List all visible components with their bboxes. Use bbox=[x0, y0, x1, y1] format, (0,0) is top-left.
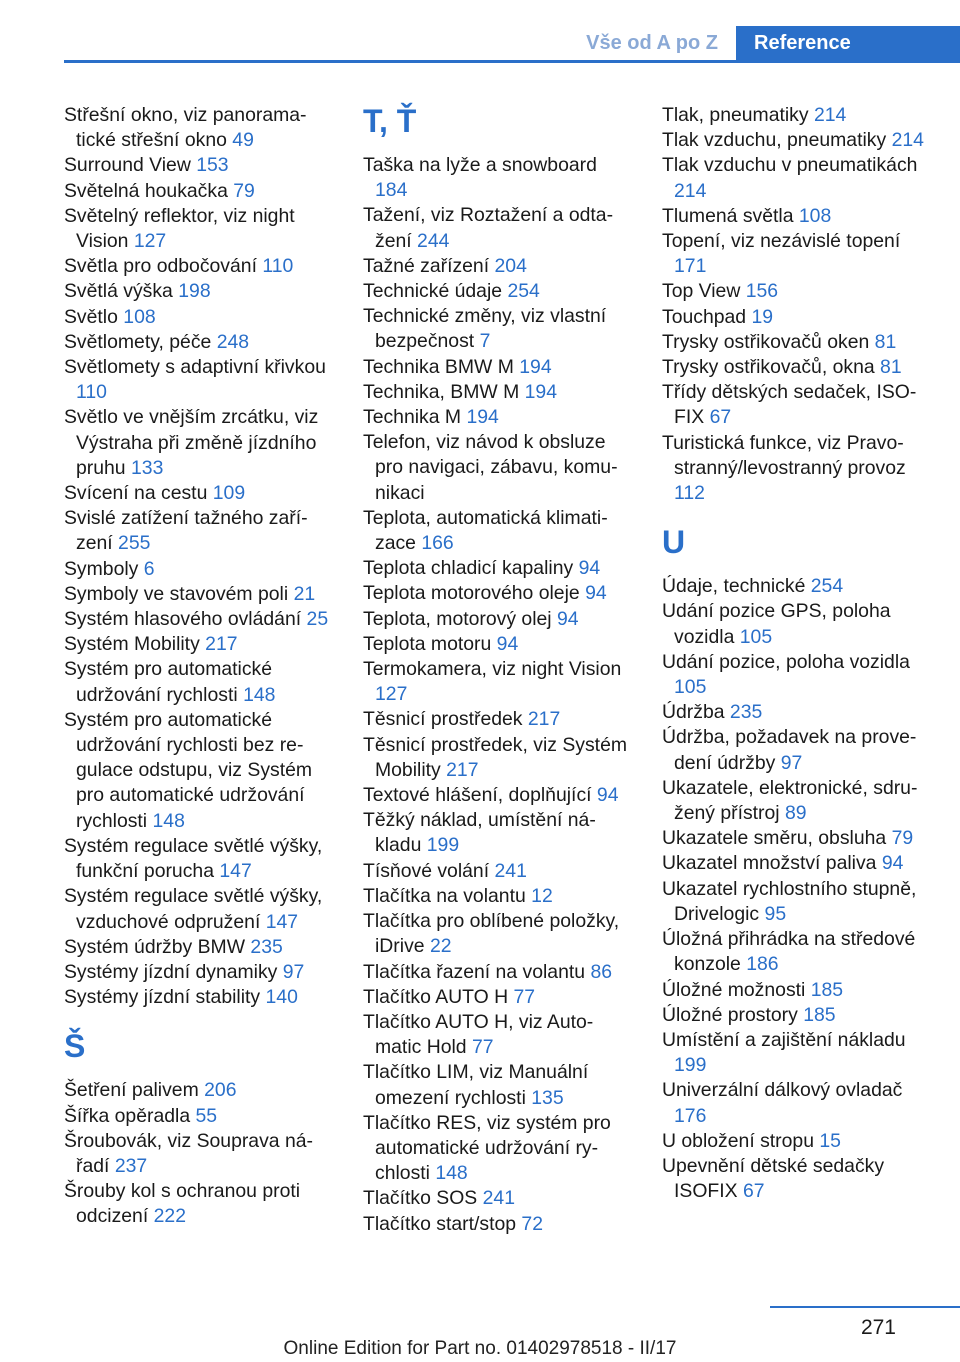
index-entry-text: Svícení na cestu bbox=[64, 482, 208, 505]
index-entry-text: Technické údaje bbox=[363, 280, 503, 303]
index-entry bbox=[662, 776, 932, 826]
page-reference-link[interactable]: 237 bbox=[114, 1154, 148, 1177]
page-reference-link[interactable]: 94 bbox=[578, 557, 601, 580]
index-entry bbox=[363, 859, 633, 884]
index-entry-text: Systém hlasového ovládání bbox=[64, 608, 302, 631]
index-entry-text: Tlačítko start/stop bbox=[363, 1212, 517, 1235]
page-reference-link[interactable]: 185 bbox=[803, 1003, 836, 1026]
index-entry bbox=[64, 607, 334, 632]
index-entry bbox=[662, 1028, 932, 1078]
index-entry bbox=[363, 304, 633, 354]
index-entry bbox=[64, 1104, 334, 1129]
index-entry bbox=[662, 1129, 932, 1154]
index-entry bbox=[662, 103, 932, 128]
page-reference-link[interactable]: 89 bbox=[785, 802, 807, 825]
page-reference-link[interactable]: 97 bbox=[780, 751, 803, 774]
index-entry-text: Tlačítka řazení na volantu bbox=[363, 960, 586, 983]
index-entry bbox=[64, 204, 334, 254]
index-entry bbox=[363, 581, 633, 606]
page-reference-link[interactable]: 241 bbox=[494, 859, 527, 882]
index-entry-text: Údaje, technické bbox=[662, 575, 806, 598]
chapter-tab[interactable]: Reference bbox=[736, 26, 960, 60]
page-reference-link[interactable]: 77 bbox=[513, 985, 536, 1008]
page-reference-link[interactable]: 156 bbox=[745, 280, 779, 303]
index-entry bbox=[662, 877, 932, 927]
page-reference-link[interactable]: 77 bbox=[472, 1036, 494, 1059]
page-reference-link[interactable]: 214 bbox=[813, 104, 847, 126]
index-entry-text: Trysky ostřikovačů oken bbox=[662, 330, 870, 353]
page-reference-link[interactable]: 199 bbox=[674, 1054, 707, 1077]
index-entry-text: Světlá výška bbox=[64, 280, 173, 303]
index-entry-text: Technické změny, viz vlastní bezpečnost bbox=[363, 305, 607, 353]
index-entry-text: Světlomety s adaptivní křivkou bbox=[64, 356, 326, 379]
index-entry-text: Světelný reflektor, viz night Vision bbox=[64, 204, 295, 253]
page-reference-link[interactable]: 94 bbox=[881, 852, 904, 875]
index-entry bbox=[64, 985, 334, 1010]
page-reference-link[interactable]: 248 bbox=[216, 330, 250, 353]
page-reference-link[interactable]: 199 bbox=[426, 834, 460, 857]
index-entry bbox=[64, 481, 334, 506]
page-reference-link[interactable]: 148 bbox=[243, 683, 276, 706]
index-entry-text: Trysky ostřikovačů, okna bbox=[662, 356, 875, 379]
index-entry-text: Údržba bbox=[662, 701, 725, 724]
page-reference-link[interactable]: 95 bbox=[764, 902, 787, 925]
page-reference-link[interactable]: 204 bbox=[494, 254, 527, 277]
page-reference-link[interactable]: 81 bbox=[874, 330, 897, 353]
index-entry bbox=[662, 927, 932, 977]
index-entry bbox=[363, 909, 633, 959]
index-entry bbox=[363, 1010, 633, 1060]
index-entry-text: Tlak vzduchu v pneumatikách bbox=[662, 154, 918, 177]
index-entry-text: Ukazatele, elektronické, sdružený přístroj bbox=[662, 776, 918, 825]
index-entry-text: Tlumená světla bbox=[662, 204, 794, 227]
index-entry bbox=[363, 632, 633, 657]
page-reference-link[interactable]: 133 bbox=[131, 456, 164, 479]
page-reference-link[interactable]: 184 bbox=[375, 179, 408, 202]
index-entry bbox=[662, 380, 932, 430]
index-entry bbox=[662, 204, 932, 229]
index-entry bbox=[662, 1154, 932, 1204]
index-entry bbox=[662, 355, 932, 380]
index-entry-text: Tlačítko AUTO H bbox=[363, 985, 509, 1008]
index-entry-text: Turistická funkce, viz Pravostranný/levostranný provoz bbox=[662, 431, 906, 479]
page-reference-link[interactable]: 254 bbox=[507, 280, 540, 303]
index-entry bbox=[363, 960, 633, 985]
page-reference-link[interactable]: 198 bbox=[178, 280, 211, 303]
page-reference-link[interactable]: 12 bbox=[531, 884, 553, 907]
index-entry-text: Tísňové volání bbox=[363, 859, 490, 882]
page-reference-link[interactable]: 15 bbox=[819, 1129, 841, 1152]
index-entry bbox=[64, 582, 334, 607]
page-reference-link[interactable]: 148 bbox=[152, 809, 185, 832]
index-column-2 bbox=[363, 103, 633, 1237]
index-entry bbox=[662, 700, 932, 725]
index-entry-text: Ukazatel rychlostního stupně, Drivelogic bbox=[662, 877, 917, 925]
page-reference-link[interactable]: 109 bbox=[212, 482, 246, 505]
index-entry bbox=[662, 650, 932, 700]
page-reference-link[interactable]: 147 bbox=[219, 860, 252, 883]
index-entry bbox=[363, 985, 633, 1010]
index-entry-text: Těžký náklad, umístění nákladu bbox=[363, 809, 596, 857]
index-entry bbox=[363, 707, 633, 732]
index-entry-text: Umístění a zajištění nákladu bbox=[662, 1028, 906, 1051]
index-entry bbox=[662, 725, 932, 775]
index-entry-text: Údržba, požadavek na provedení údržby bbox=[662, 726, 917, 774]
index-entry-text: Světlomety, péče bbox=[64, 330, 212, 353]
index-entry-text: Tlak, pneumatiky bbox=[662, 104, 809, 126]
index-entry-text: Šrouby kol s ochranou proti odcizení bbox=[64, 1180, 301, 1228]
page-reference-link[interactable]: 194 bbox=[524, 380, 557, 403]
index-entry-text: Světlo bbox=[64, 305, 118, 328]
index-entry bbox=[64, 330, 334, 355]
index-entry bbox=[662, 153, 932, 203]
page-reference-link[interactable]: 94 bbox=[557, 607, 579, 630]
index-entry bbox=[363, 884, 633, 909]
index-entry-text: Ukazatele směru, obsluha bbox=[662, 827, 887, 850]
index-entry bbox=[363, 808, 633, 858]
page-reference-link[interactable]: 79 bbox=[891, 827, 914, 850]
page-reference-link[interactable]: 217 bbox=[527, 708, 561, 731]
index-entry-text: Systém regulace světlé výšky, vzduchové odpružení bbox=[64, 885, 323, 933]
index-entry-text: Touchpad bbox=[662, 305, 747, 328]
index-entry bbox=[363, 556, 633, 581]
page-reference-link[interactable]: 25 bbox=[306, 608, 329, 631]
index-entry bbox=[363, 1111, 633, 1187]
index-entry-text: Tažné zařízení bbox=[363, 254, 490, 277]
index-entry bbox=[363, 254, 633, 279]
page-reference-link[interactable]: 72 bbox=[521, 1212, 543, 1235]
index-entry bbox=[64, 405, 334, 481]
page-reference-link[interactable]: 97 bbox=[282, 960, 305, 983]
index-entry bbox=[64, 632, 334, 657]
page-reference-link[interactable]: 147 bbox=[265, 910, 299, 933]
page-reference-link[interactable]: 79 bbox=[233, 179, 255, 202]
index-entry-text: Šetření palivem bbox=[64, 1079, 199, 1102]
index-entry bbox=[64, 657, 334, 707]
index-letter-heading: T, Ť bbox=[363, 103, 417, 139]
index-entry bbox=[363, 607, 633, 632]
page-reference-link[interactable]: 214 bbox=[891, 129, 924, 152]
index-entry-text: Šířka opěradla bbox=[64, 1104, 191, 1127]
page-reference-link[interactable]: 67 bbox=[742, 1180, 765, 1203]
page-reference-link[interactable]: 127 bbox=[375, 683, 408, 706]
page-reference-link[interactable]: 86 bbox=[590, 960, 613, 983]
index-entry-text: Systém pro automatické udržování rychlosti bbox=[64, 658, 272, 706]
page-reference-link[interactable]: 148 bbox=[435, 1162, 468, 1185]
index-entry bbox=[662, 599, 932, 649]
page-reference-link[interactable]: 153 bbox=[196, 154, 229, 177]
index-entry-text: Teplota motorového oleje bbox=[363, 582, 580, 605]
page-reference-link[interactable]: 105 bbox=[739, 625, 773, 648]
header-rule bbox=[64, 60, 960, 63]
index-entry bbox=[64, 1179, 334, 1229]
index-entry-text: Světlo ve vnějším zrcátku, viz Výstraha při změně jízdního pruhu bbox=[64, 406, 319, 479]
index-letter-heading: Š bbox=[64, 1028, 86, 1065]
index-entry-text: Tlačítko AUTO H, viz Automatic Hold bbox=[363, 1010, 594, 1059]
page-reference-link[interactable]: 108 bbox=[798, 204, 832, 227]
page-reference-link[interactable]: 241 bbox=[482, 1187, 515, 1210]
page-reference-link[interactable]: 94 bbox=[496, 632, 519, 655]
page-reference-link[interactable]: 19 bbox=[751, 305, 774, 328]
index-entry-text: Textové hlášení, doplňující bbox=[363, 784, 592, 807]
index-entry-text: Termokamera, viz night Vision bbox=[363, 658, 622, 681]
index-entry bbox=[64, 884, 334, 934]
page-reference-link[interactable]: 255 bbox=[118, 532, 151, 555]
page-reference-link[interactable]: 185 bbox=[810, 978, 844, 1001]
index-entry bbox=[64, 1078, 334, 1103]
index-entry-text: Systém Mobility bbox=[64, 633, 200, 656]
page-reference-link[interactable]: 214 bbox=[674, 179, 707, 202]
index-letter-heading: U bbox=[662, 524, 686, 561]
index-entry-text: Úložné prostory bbox=[662, 1003, 798, 1026]
index-entry-text: Teplota motoru bbox=[363, 632, 492, 655]
index-entry bbox=[363, 1060, 633, 1110]
index-entry-text: Tlačítko LIM, viz Manuální omezení rychlosti bbox=[363, 1061, 589, 1109]
index-entry bbox=[64, 557, 334, 582]
page-reference-link[interactable]: 166 bbox=[421, 532, 454, 555]
footer-rule bbox=[770, 1306, 960, 1308]
page-reference-link[interactable]: 21 bbox=[293, 582, 316, 605]
index-entry bbox=[363, 733, 633, 783]
index-entry bbox=[64, 279, 334, 304]
index-entry bbox=[64, 103, 334, 153]
page-reference-link[interactable]: 194 bbox=[519, 355, 552, 378]
page-reference-link[interactable]: 6 bbox=[143, 557, 155, 580]
index-entry bbox=[64, 355, 334, 405]
index-entry-text: Systém regulace světlé výšky, funkční porucha bbox=[64, 834, 323, 883]
index-entry bbox=[64, 506, 334, 556]
index-entry-text: Šroubovák, viz Souprava nářadí bbox=[64, 1129, 313, 1177]
page-reference-link[interactable]: 22 bbox=[429, 935, 452, 958]
index-entry bbox=[662, 1003, 932, 1028]
index-entry-text: Teplota, motorový olej bbox=[363, 607, 552, 630]
page-reference-link[interactable]: 244 bbox=[417, 229, 450, 252]
section-tab[interactable]: Vše od A po Z bbox=[586, 32, 718, 54]
index-entry bbox=[662, 229, 932, 279]
index-entry-text: Třídy dětských sedaček, ISOFIX bbox=[662, 381, 917, 429]
index-entry-text: Tlačítko SOS bbox=[363, 1187, 478, 1210]
index-entry-text: Těsnicí prostředek, viz Systém Mobility bbox=[363, 733, 628, 781]
index-entry bbox=[64, 305, 334, 330]
page-reference-link[interactable]: 254 bbox=[810, 575, 844, 598]
index-entry-text: Tlačítko RES, viz systém pro automatické udržování rychlosti bbox=[363, 1111, 611, 1185]
index-entry bbox=[363, 1212, 633, 1237]
index-entry bbox=[363, 203, 633, 253]
index-entry bbox=[64, 708, 334, 834]
index-entry-text: Střešní okno, viz panoramatické střešní okno bbox=[64, 104, 307, 152]
index-entry bbox=[662, 431, 932, 507]
page-reference-link[interactable]: 112 bbox=[674, 482, 705, 505]
index-entry-text: Ukazatel množství paliva bbox=[662, 852, 877, 875]
page-reference-link[interactable]: 135 bbox=[531, 1086, 564, 1109]
index-entry-text: Světelná houkačka bbox=[64, 179, 228, 202]
index-entry bbox=[363, 506, 633, 556]
index-entry-text: Symboly ve stavovém poli bbox=[64, 582, 289, 605]
index-entry-text: Systémy jízdní stability bbox=[64, 986, 261, 1009]
index-entry-text: Symboly bbox=[64, 557, 139, 580]
index-entry-text: Top View bbox=[662, 280, 741, 303]
index-entry bbox=[662, 851, 932, 876]
index-entry-text: Systémy jízdní dynamiky bbox=[64, 960, 278, 983]
index-entry-text: Tažení, viz Roztažení a odtažení bbox=[363, 204, 614, 252]
page-reference-link[interactable]: 108 bbox=[123, 305, 156, 328]
index-entry-text: Upevnění dětské sedačky ISOFIX bbox=[662, 1154, 885, 1203]
index-column-1 bbox=[64, 103, 334, 1230]
page-reference-link[interactable]: 81 bbox=[880, 356, 902, 379]
page-number: 271 bbox=[860, 1316, 896, 1339]
index-entry bbox=[363, 279, 633, 304]
index-entry-text: Systém údržby BMW bbox=[64, 935, 246, 958]
index-entry bbox=[363, 153, 633, 203]
index-column-3 bbox=[662, 103, 932, 1204]
index-entry bbox=[363, 1186, 633, 1211]
page-reference-link[interactable]: 194 bbox=[466, 406, 499, 429]
page-reference-link[interactable]: 67 bbox=[709, 406, 732, 429]
index-entry bbox=[363, 657, 633, 707]
index-entry bbox=[363, 783, 633, 808]
index-entry bbox=[363, 430, 633, 506]
index-entry bbox=[363, 355, 633, 380]
page-reference-link[interactable]: 7 bbox=[479, 330, 491, 353]
index-entry bbox=[662, 978, 932, 1003]
index-entry-text: Úložná přihrádka na středové konzole bbox=[662, 928, 916, 976]
index-entry-text: Úložné možnosti bbox=[662, 978, 806, 1001]
index-entry-text: Systém pro automatické udržování rychlosti bez regulace odstupu, viz Systém pro automatické udržování rychlosti bbox=[64, 708, 313, 832]
index-entry bbox=[363, 405, 633, 430]
index-entry bbox=[662, 128, 932, 153]
index-entry bbox=[64, 935, 334, 960]
index-entry bbox=[64, 1129, 334, 1179]
page-reference-link[interactable]: 217 bbox=[446, 758, 479, 781]
index-entry-text: Topení, viz nezávislé topení bbox=[662, 230, 901, 253]
page-reference-link[interactable]: 206 bbox=[204, 1079, 237, 1102]
page-reference-link[interactable]: 110 bbox=[262, 255, 294, 278]
index-entry-text: Teplota, automatická klimatizace bbox=[363, 506, 608, 555]
index-entry-text: U obložení stropu bbox=[662, 1129, 814, 1152]
page-reference-link[interactable]: 171 bbox=[674, 255, 707, 278]
page-reference-link[interactable]: 94 bbox=[585, 582, 607, 605]
index-entry-text: Tlačítka pro oblíbené položky, iDrive bbox=[363, 910, 620, 958]
page-reference-link[interactable]: 176 bbox=[674, 1104, 707, 1127]
index-entry-text: Taška na lyže a snowboard bbox=[363, 154, 597, 176]
index-entry-text: Technika M bbox=[363, 406, 462, 429]
page-reference-link[interactable]: 186 bbox=[746, 953, 779, 976]
index-entry bbox=[662, 279, 932, 304]
page-reference-link[interactable]: 140 bbox=[265, 986, 298, 1009]
page-reference-link[interactable]: 222 bbox=[153, 1205, 186, 1228]
page-reference-link[interactable]: 105 bbox=[674, 676, 707, 699]
index-entry bbox=[662, 574, 932, 599]
page-reference-link[interactable]: 55 bbox=[195, 1104, 218, 1127]
index-entry-text: Svislé zatížení tažného zařízení bbox=[64, 507, 308, 555]
index-entry-text: Udání pozice, poloha vozidla bbox=[662, 650, 910, 673]
index-entry bbox=[662, 330, 932, 355]
index-entry-text: Tlačítka na volantu bbox=[363, 884, 526, 907]
index-entry bbox=[662, 826, 932, 851]
index-entry bbox=[363, 380, 633, 405]
index-entry-text: Světla pro odbočování bbox=[64, 255, 257, 278]
index-entry-text: Těsnicí prostředek bbox=[363, 708, 523, 731]
page-reference-link[interactable]: 127 bbox=[133, 230, 167, 253]
index-entry-text: Univerzální dálkový ovladač bbox=[662, 1079, 903, 1102]
index-entry bbox=[64, 960, 334, 985]
index-entry bbox=[64, 834, 334, 884]
index-entry bbox=[662, 305, 932, 330]
index-entry-text: Teplota chladicí kapaliny bbox=[363, 557, 574, 580]
page-reference-link[interactable]: 94 bbox=[596, 784, 619, 807]
index-entry bbox=[64, 254, 334, 279]
index-entry bbox=[64, 153, 334, 178]
edition-note: Online Edition for Part no. 01402978518 - II/17 bbox=[283, 1338, 677, 1359]
index-entry-text: Telefon, viz návod k obsluze pro navigaci, zábavu, komunikaci bbox=[363, 431, 618, 504]
page-reference-link[interactable]: 235 bbox=[250, 935, 283, 958]
page-reference-link[interactable]: 110 bbox=[76, 381, 107, 404]
index-entry bbox=[64, 179, 334, 204]
page-header bbox=[0, 0, 960, 62]
index-entry-text: Surround View bbox=[64, 154, 191, 177]
index-entry-text: Technika BMW M bbox=[363, 355, 514, 378]
page-reference-link[interactable]: 49 bbox=[232, 129, 254, 152]
index-entry bbox=[662, 1078, 932, 1128]
page-reference-link[interactable]: 235 bbox=[729, 701, 763, 724]
page-reference-link[interactable]: 217 bbox=[205, 633, 238, 656]
index-entry-text: Technika, BMW M bbox=[363, 380, 520, 403]
index-entry-text: Udání pozice GPS, poloha vozidla bbox=[662, 600, 891, 648]
index-entry-text: Tlak vzduchu, pneumatiky bbox=[662, 129, 887, 152]
